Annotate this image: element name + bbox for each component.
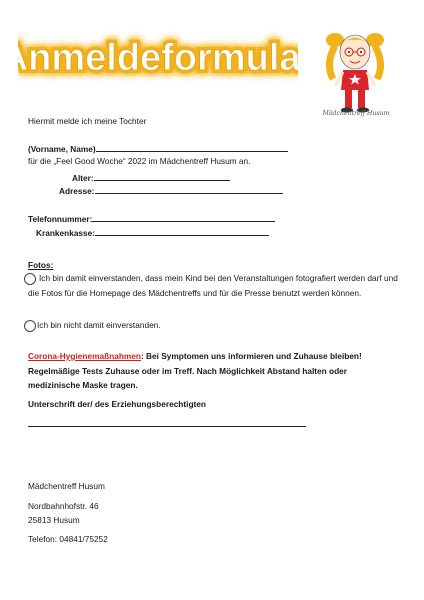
footer-org: Mädchentreff Husum: [28, 481, 105, 491]
page-title: [18, 30, 298, 82]
fotos-no-radio[interactable]: [24, 320, 36, 332]
telefon-field[interactable]: [28, 213, 275, 225]
name-field[interactable]: [28, 143, 288, 155]
intro-line: Hiermit melde ich meine Tochter: [28, 116, 147, 126]
name-label: (Vorname, Name): [28, 144, 96, 154]
corona-text: : Bei Symptomen uns informieren und Zuhause bleiben! Regelmäßige Tests Zuhause oder im Treff. Nach Möglichkeit Abstand halten oder medizinische Maske tragen.: [28, 351, 362, 390]
telefon-label: Telefonnummer:: [28, 214, 93, 224]
fotos-heading: Fotos:: [28, 260, 54, 270]
alter-line: [94, 172, 230, 181]
krankenkasse-field[interactable]: [36, 227, 269, 239]
logo-caption: Mädchentreff Husum: [322, 110, 390, 117]
adresse-label: Adresse:: [59, 186, 95, 196]
kasse-label: Krankenkasse:: [36, 228, 96, 238]
corona-label: Corona-Hygienemaßnahmen: [28, 351, 141, 361]
corona-notice: [28, 349, 400, 393]
signature-line[interactable]: [28, 426, 306, 427]
title-glow: nmeldeformula: [28, 37, 298, 79]
fotos-no-text: Ich bin nicht damit einverstanden.: [37, 320, 161, 330]
kasse-line: [95, 227, 269, 236]
event-line: für die „Feel Good Woche“ 2022 im Mädchentreff Husum an.: [28, 156, 251, 166]
footer-street: Nordbahnhofstr. 46: [28, 501, 99, 511]
footer-phone: Telefon: 04841/75252: [28, 534, 108, 544]
signature-label: Unterschrift der/ des Erziehungsberechtigten: [28, 399, 206, 409]
name-line: [96, 143, 288, 152]
fotos-yes-text: Ich bin damit einverstanden, dass mein Kind bei den Veranstaltungen fotografiert werden darf und die Fotos für die Homepage des Mädchentreffs und für die Presse benutzt werden können.: [28, 273, 398, 298]
maedchentreff-logo: [315, 24, 395, 124]
telefon-line: [92, 213, 275, 222]
title-text: nmeldeformula: [28, 37, 298, 79]
footer-city: 25813 Husum: [28, 515, 80, 525]
alter-label: Alter:: [72, 173, 94, 183]
alter-field[interactable]: [72, 172, 230, 184]
adresse-field[interactable]: [59, 185, 283, 197]
adresse-line: [95, 185, 283, 194]
